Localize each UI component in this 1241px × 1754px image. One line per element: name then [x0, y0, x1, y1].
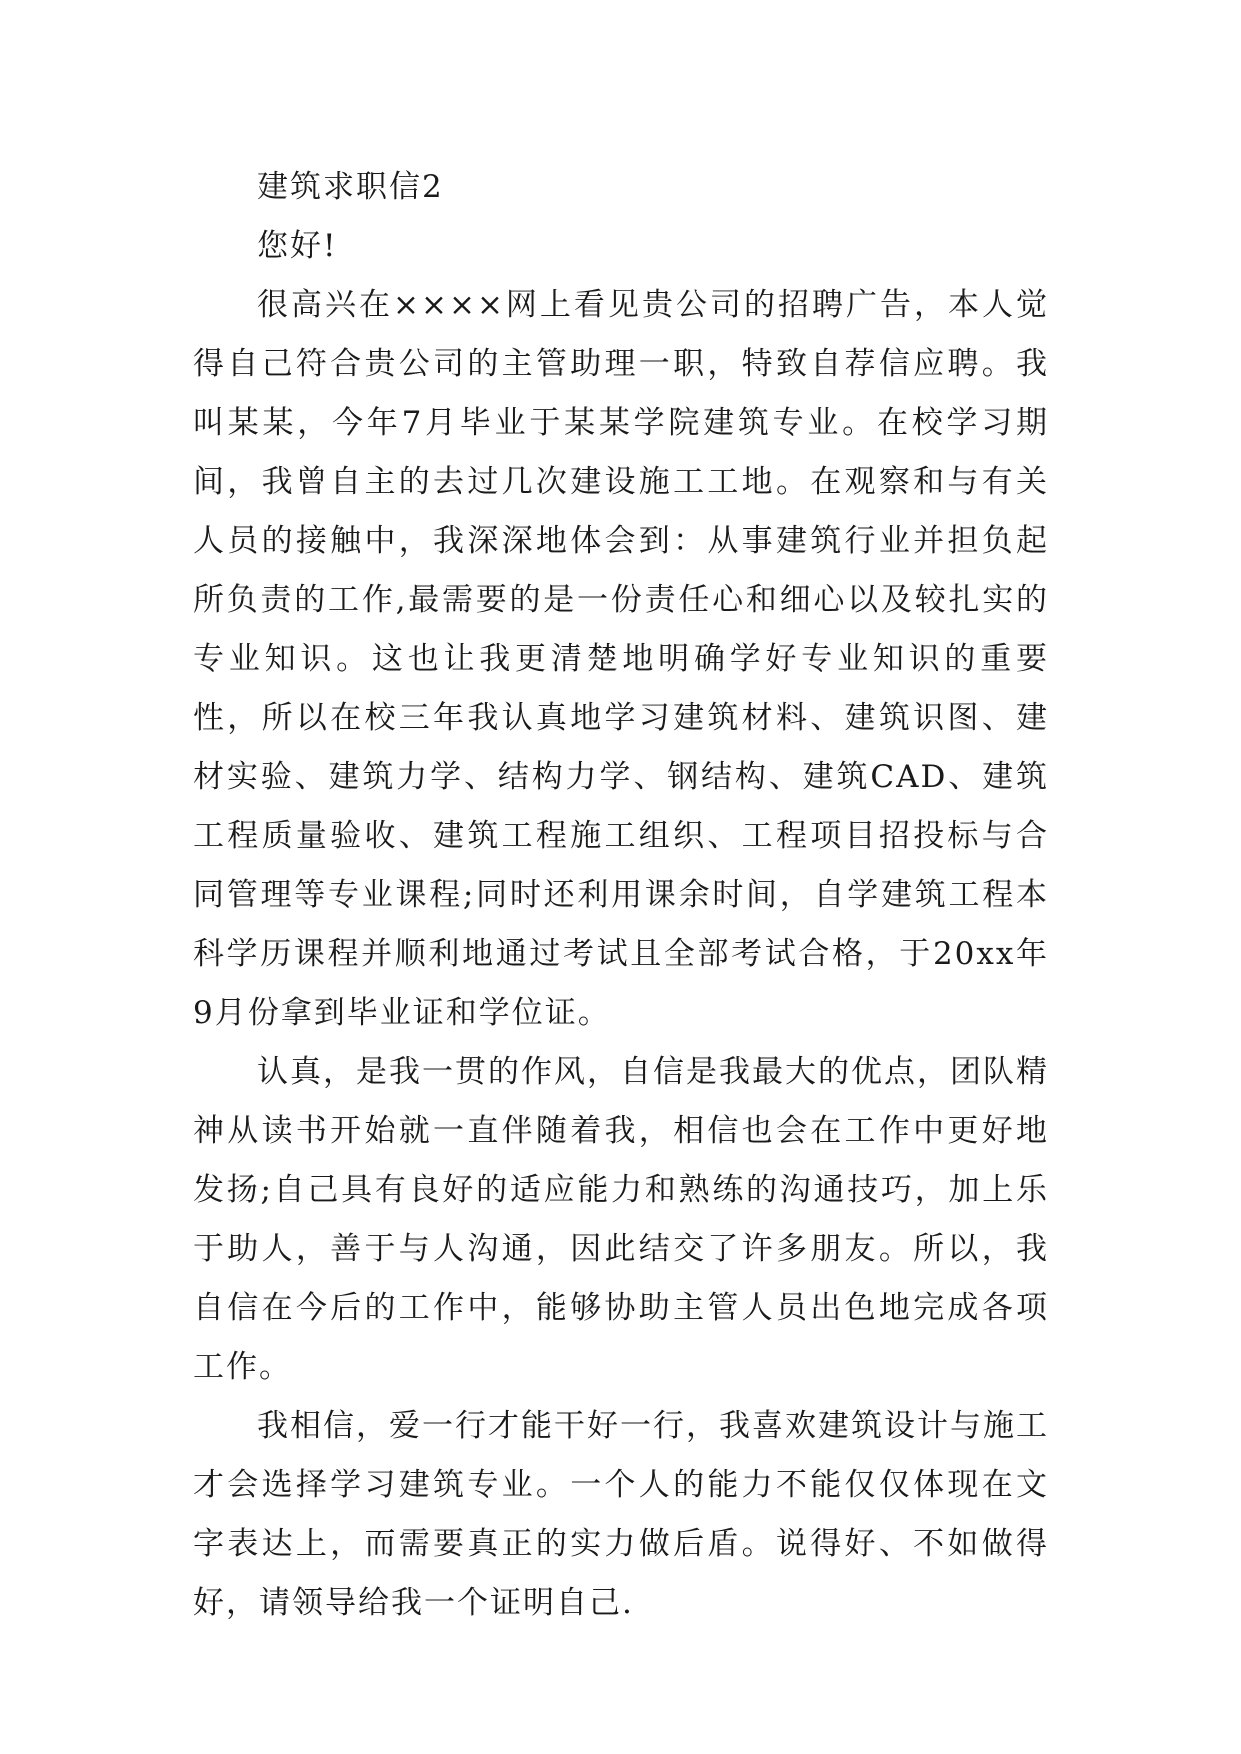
- paragraph-closing: 我相信，爱一行才能干好一行，我喜欢建筑设计与施工才会选择学习建筑专业。一个人的能力不能仅仅体现在文字表达上，而需要真正的实力做后盾。说得好、不如做得好，请领导给我一个证明自己.: [193, 1408, 1049, 1621]
- letter-body: [193, 158, 1049, 1633]
- paragraph-strengths: 认真，是我一贯的作风，自信是我最大的优点，团队精神从读书开始就一直伴随着我，相信也会在工作中更好地发扬;自己具有良好的适应能力和熟练的沟通技巧，加上乐于助人，善于与人沟通，因此结交了许多朋友。所以，我自信在今后的工作中，能够协助主管人员出色地完成各项工作。: [193, 1054, 1049, 1385]
- letter-greeting: 您好!: [257, 228, 338, 264]
- letter-title: 建筑求职信2: [257, 169, 444, 205]
- paragraph-introduction: 很高兴在××××网上看见贵公司的招聘广告，本人觉得自己符合贵公司的主管助理一职，特致自荐信应聘。我叫某某，今年7月毕业于某某学院建筑专业。在校学习期间，我曾自主的去过几次建设施工工地。在观察和与有关人员的接触中，我深深地体会到：从事建筑行业并担负起所负责的工作,最需要的是一份责任心和细心以及较扎实的专业知识。这也让我更清楚地明确学好专业知识的重要性，所以在校三年我认真地学习建筑材料、建筑识图、建材实验、建筑力学、结构力学、钢结构、建筑CAD、建筑工程质量验收、建筑工程施工组织、工程项目招投标与合同管理等专业课程;同时还利用课余时间，自学建筑工程本科学历课程并顺利地通过考试且全部考试合格，于20xx年9月份拿到毕业证和学位证。: [193, 287, 1049, 1031]
